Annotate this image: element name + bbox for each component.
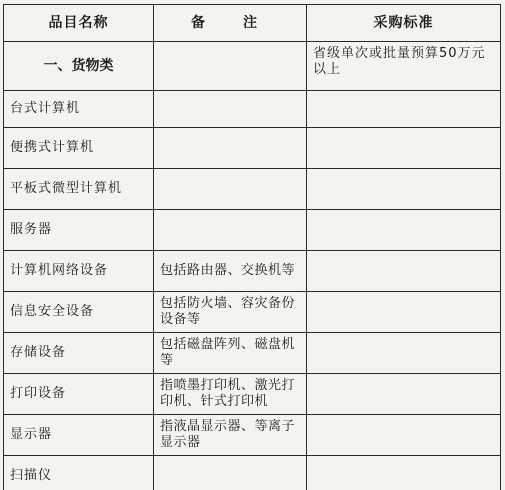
item-name: 打印设备 <box>4 374 154 415</box>
item-remark: 指液晶显示器、等离子显示器 <box>154 415 307 456</box>
item-name: 便携式计算机 <box>4 128 154 169</box>
table-row <box>4 333 501 374</box>
table-row <box>4 91 501 128</box>
item-remark <box>154 169 307 210</box>
item-standard <box>307 292 501 333</box>
procurement-table <box>3 4 501 490</box>
item-remark <box>154 91 307 128</box>
table-row <box>4 456 501 490</box>
header-remark: 备 注 <box>154 5 307 42</box>
category-name: 一、货物类 <box>4 42 154 91</box>
table-row <box>4 210 501 251</box>
category-row <box>4 42 501 91</box>
header-item-name: 品目名称 <box>4 5 154 42</box>
item-remark: 包括路由器、交换机等 <box>154 251 307 292</box>
table-row <box>4 374 501 415</box>
item-remark: 包括磁盘阵列、磁盘机等 <box>154 333 307 374</box>
item-standard <box>307 456 501 490</box>
item-standard <box>307 128 501 169</box>
item-name: 服务器 <box>4 210 154 251</box>
item-name: 平板式微型计算机 <box>4 169 154 210</box>
category-remark <box>154 42 307 91</box>
item-name: 计算机网络设备 <box>4 251 154 292</box>
item-standard <box>307 91 501 128</box>
item-name: 存储设备 <box>4 333 154 374</box>
item-standard <box>307 333 501 374</box>
item-name: 显示器 <box>4 415 154 456</box>
table-row <box>4 128 501 169</box>
table-row <box>4 251 501 292</box>
item-standard <box>307 169 501 210</box>
item-standard <box>307 251 501 292</box>
category-standard: 省级单次或批量预算50万元以上 <box>307 42 501 91</box>
item-remark: 包括防火墙、容灾备份设备等 <box>154 292 307 333</box>
item-name: 扫描仪 <box>4 456 154 490</box>
table-row <box>4 415 501 456</box>
item-remark <box>154 210 307 251</box>
item-standard <box>307 415 501 456</box>
item-name: 台式计算机 <box>4 91 154 128</box>
item-remark <box>154 128 307 169</box>
table-row <box>4 292 501 333</box>
item-remark: 指喷墨打印机、激光打印机、针式打印机 <box>154 374 307 415</box>
table-row <box>4 169 501 210</box>
item-name: 信息安全设备 <box>4 292 154 333</box>
item-standard <box>307 210 501 251</box>
item-remark <box>154 456 307 490</box>
item-standard <box>307 374 501 415</box>
header-standard: 采购标准 <box>307 5 501 42</box>
table-header-row <box>4 5 501 42</box>
